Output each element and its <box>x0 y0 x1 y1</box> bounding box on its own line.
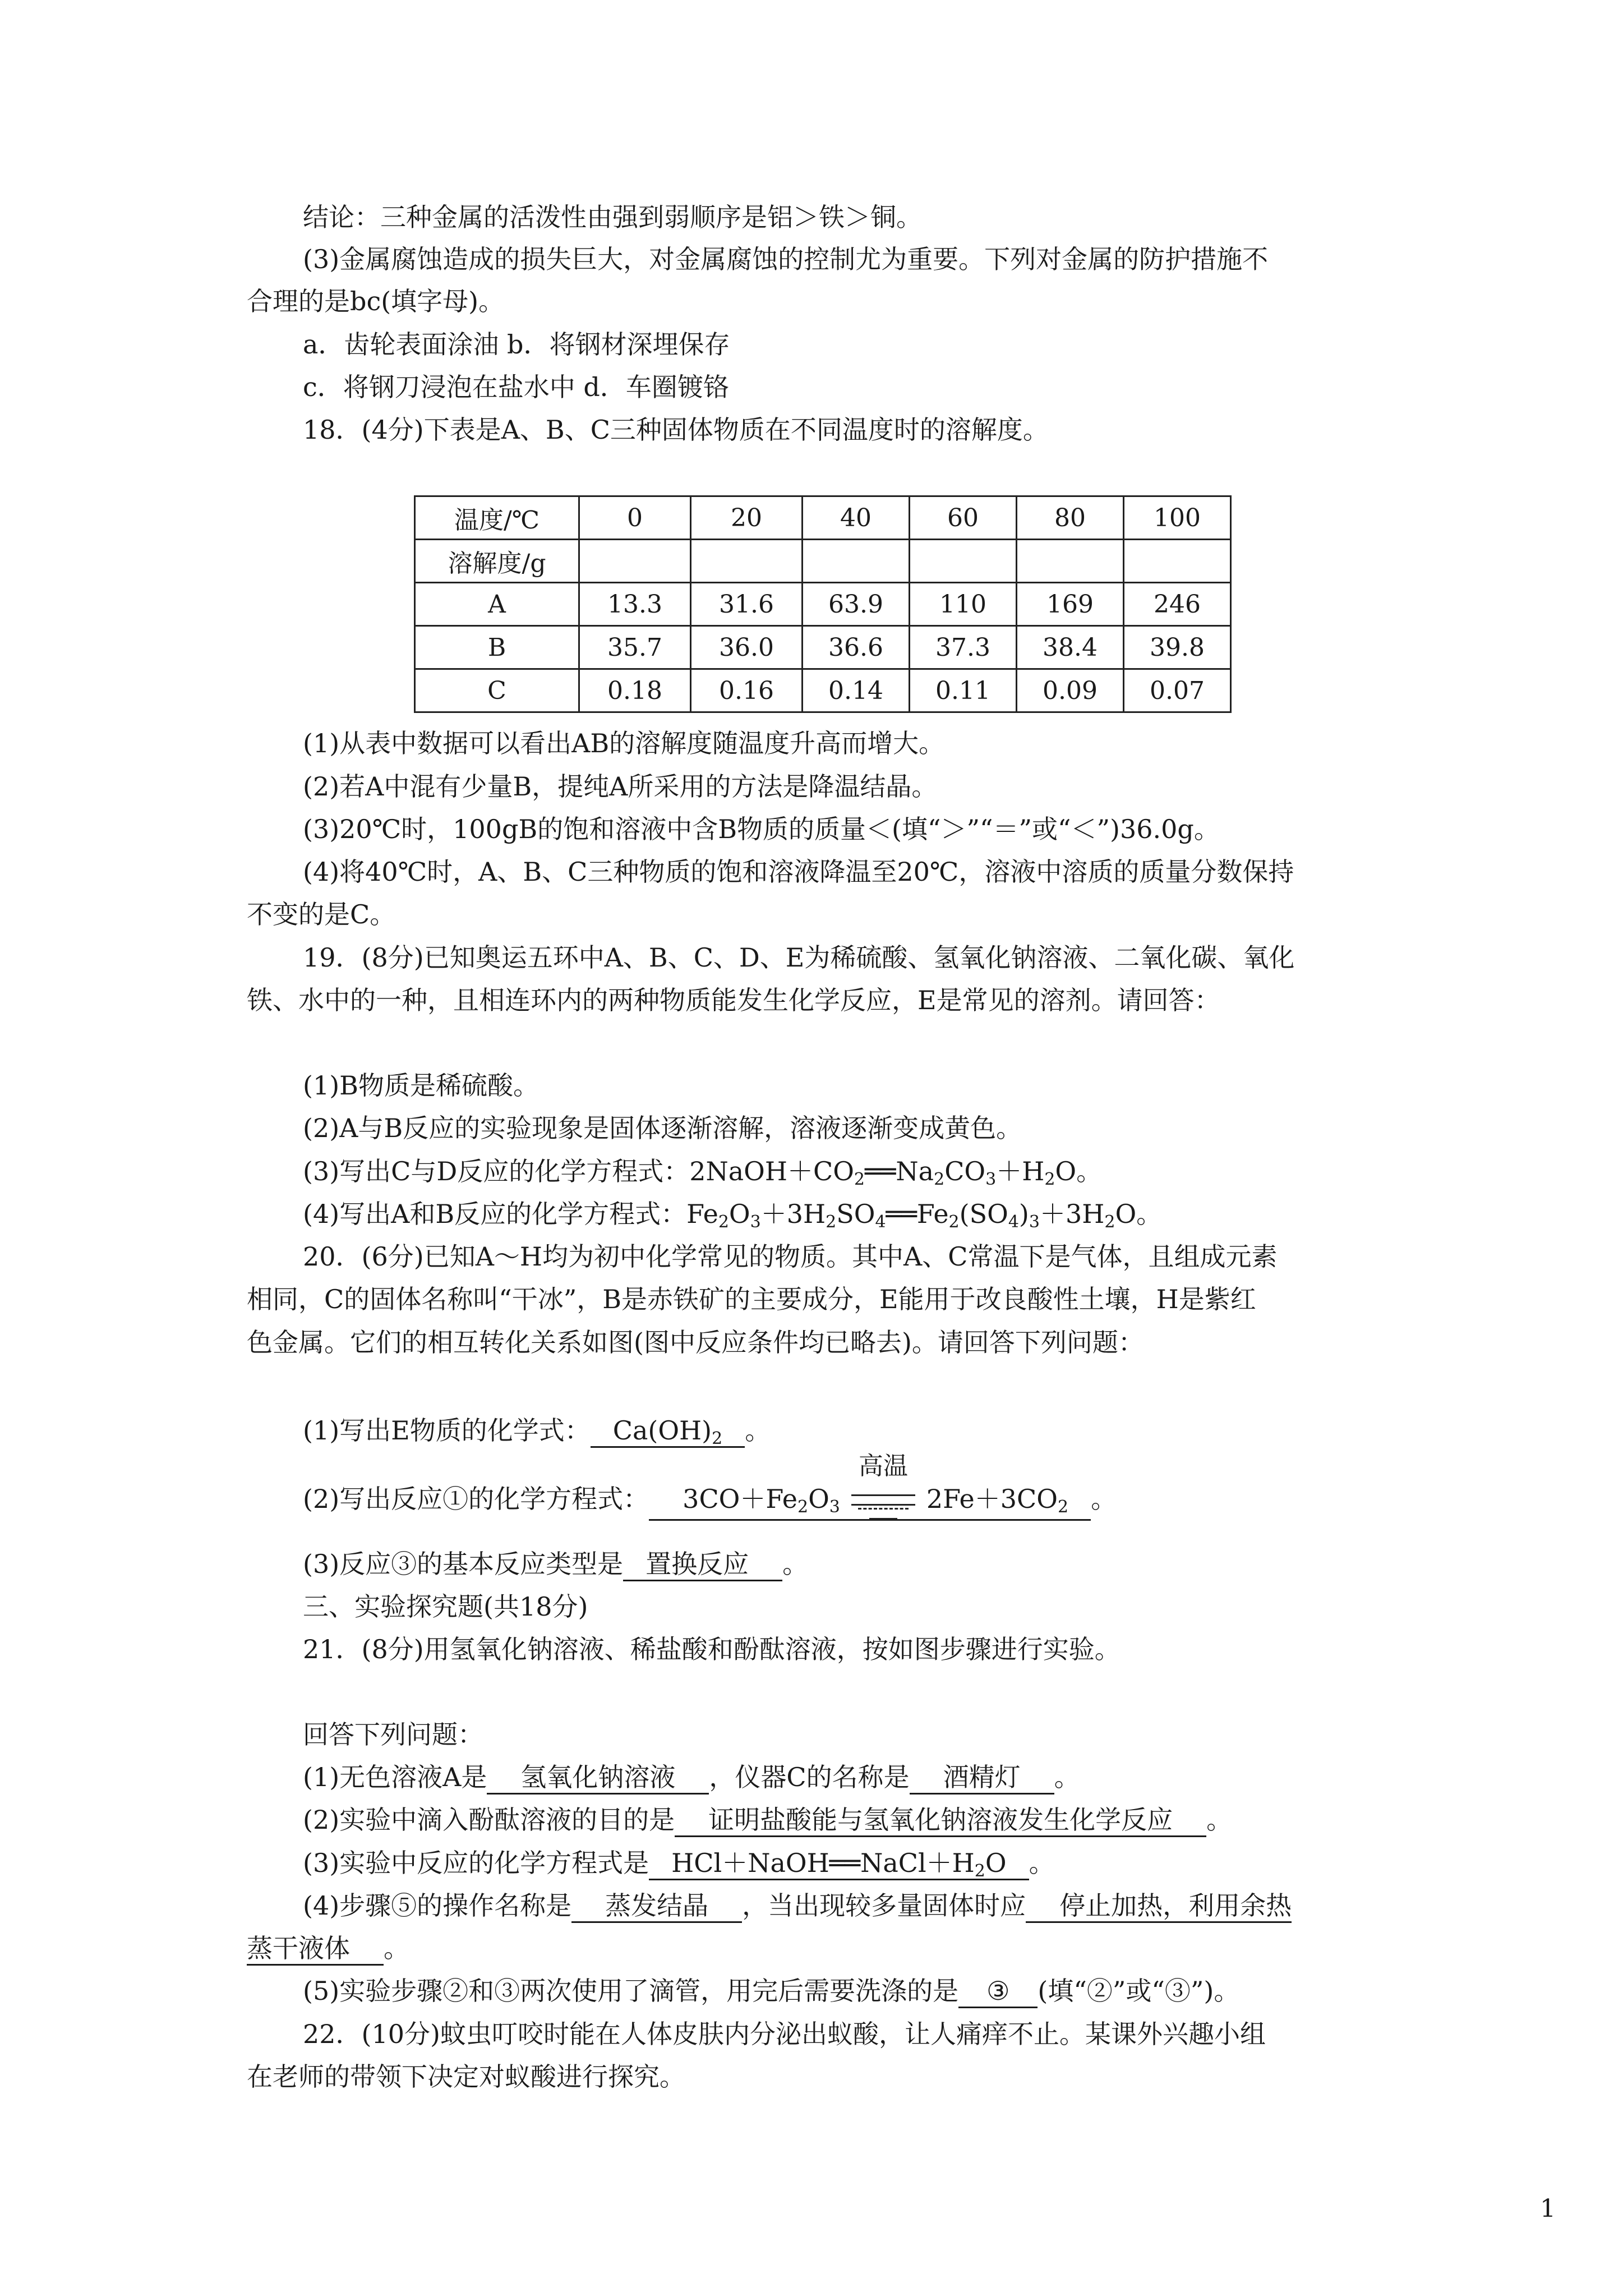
answer-line: (2)实验中滴入酚酞溶液的目的是 证明盐酸能与氢氧化钠溶液发生化学反应 。 <box>303 1802 1232 1838</box>
question-20: 20．(6分)已知A～H均为初中化学常见的物质。其中A、C常温下是气体，且组成元素 <box>303 1241 1278 1272</box>
text-line: 不变的是C。 <box>247 899 396 930</box>
section-heading: 三、实验探究题(共18分) <box>303 1591 588 1622</box>
answer-blank: 蒸干液体 <box>247 1932 384 1966</box>
text-line: (2)若A中混有少量B，提纯A所采用的方法是降温结晶。 <box>303 771 938 802</box>
table-cell <box>1124 540 1231 583</box>
table-cell <box>691 540 803 583</box>
question-21: 21．(8分)用氢氧化钠溶液、稀盐酸和酚酞溶液，按如图步骤进行实验。 <box>303 1634 1121 1664</box>
table-cell: 37.3 <box>910 626 1017 669</box>
answer-line: (1)写出E物质的化学式： $Ca(OH)_2$ 。 <box>303 1415 771 1448</box>
table-cell: 0.16 <box>691 669 803 712</box>
answer-blank: $3CO+Fe_2O_3$ 高温 $2Fe+3CO_2$ <box>649 1483 1091 1521</box>
table-cell: 60 <box>910 496 1017 540</box>
table-cell: 0.14 <box>803 669 910 712</box>
text-line: 合理的是bc(填字母)。 <box>247 286 505 316</box>
text-line: 结论：三种金属的活泼性由强到弱顺序是铝＞铁＞铜。 <box>303 202 922 232</box>
table-cell: 35.7 <box>579 626 691 669</box>
answer-line: 蒸干液体 。 <box>247 1930 409 1966</box>
table-cell: 0.18 <box>579 669 691 712</box>
table-cell: 溶解度/g <box>415 540 579 583</box>
text-line: 色金属。它们的相互转化关系如图(图中反应条件均已略去)。请回答下列问题： <box>247 1327 1144 1358</box>
text-line: (1)B物质是稀硫酸。 <box>303 1070 539 1101</box>
table-cell: 39.8 <box>1124 626 1231 669</box>
text-line: (3)20℃时，100gB的饱和溶液中含B物质的质量＜(填“＞”“＝”或“＜”)36.0g。 <box>303 814 1220 844</box>
text-line: a．齿轮表面涂油 b．将钢材深埋保存 <box>303 329 730 360</box>
text-line: c．将钢刀浸泡在盐水中 d．车圈镀铬 <box>303 372 729 402</box>
page-number: 1 <box>1540 2194 1556 2223</box>
table-row <box>415 540 1231 583</box>
equation-line: (3)写出C与D反应的化学方程式：$2NaOH+CO_2══Na_2CO_3+H_2O$。 <box>303 1156 1103 1189</box>
table-cell: 36.0 <box>691 626 803 669</box>
answer-line: (4)步骤⑤的操作名称是 蒸发结晶 ，当出现较多量固体时应 停止加热，利用余热 <box>303 1888 1292 1924</box>
table-cell: 20 <box>691 496 803 540</box>
table-cell: 0 <box>579 496 691 540</box>
table-cell: 0.07 <box>1124 669 1231 712</box>
table-cell <box>910 540 1017 583</box>
table-cell: 38.4 <box>1017 626 1124 669</box>
table-cell: 温度/℃ <box>415 496 579 540</box>
answer-blank: 置换反应 <box>623 1548 782 1581</box>
table-cell: 246 <box>1124 583 1231 626</box>
table-cell: 36.6 <box>803 626 910 669</box>
table-cell: 13.3 <box>579 583 691 626</box>
table-cell: B <box>415 626 579 669</box>
text-line: (4)将40℃时，A、B、C三种物质的饱和溶液降温至20℃，溶液中溶质的质量分数保持 <box>303 857 1294 887</box>
answer-blank: $Ca(OH)_2$ <box>591 1415 745 1448</box>
table-cell: 0.11 <box>910 669 1017 712</box>
table-cell: C <box>415 669 579 712</box>
table-row <box>415 583 1231 626</box>
answer-blank: 氢氧化钠溶液 <box>487 1761 709 1795</box>
table-cell: 110 <box>910 583 1017 626</box>
answer-blank: $HCl+NaOH══NaCl+H_2O$ <box>649 1847 1029 1880</box>
answer-blank: 证明盐酸能与氢氧化钠溶液发生化学反应 <box>675 1804 1206 1837</box>
answer-blank: 停止加热，利用余热 <box>1026 1890 1292 1923</box>
text-line: (1)从表中数据可以看出AB的溶解度随温度升高而增大。 <box>303 728 945 758</box>
answer-blank: 酒精灯 <box>910 1761 1054 1795</box>
answer-line: (3)反应③的基本反应类型是 置换反应 。 <box>303 1546 808 1582</box>
equation-line: (4)写出A和B反应的化学方程式：$Fe_2O_3+3H_2SO_4══Fe_2(SO_4)_3+3H_2O$。 <box>303 1199 1163 1232</box>
answer-line: (1)无色溶液A是 氢氧化钠溶液 ，仪器C的名称是 酒精灯 。 <box>303 1759 1080 1795</box>
table-cell: A <box>415 583 579 626</box>
table-cell <box>1017 540 1124 583</box>
reaction-condition: 高温 <box>847 1483 920 1519</box>
solubility-table <box>414 495 1232 713</box>
text-line: (2)A与B反应的实验现象是固体逐渐溶解，溶液逐渐变成黄色。 <box>303 1113 1022 1143</box>
table-cell: 40 <box>803 496 910 540</box>
question-22: 22．(10分)蚊虫叮咬时能在人体皮肤内分泌出蚁酸，让人痛痒不止。某课外兴趣小组 <box>303 2019 1266 2049</box>
table-cell: 100 <box>1124 496 1231 540</box>
question-19: 19．(8分)已知奥运五环中A、B、C、D、E为稀硫酸、氢氧化钠溶液、二氧化碳、氧化 <box>303 942 1295 973</box>
text-line: 在老师的带领下决定对蚁酸进行探究。 <box>247 2062 685 2092</box>
table-cell: 31.6 <box>691 583 803 626</box>
answer-line: (3)实验中反应的化学方程式是 $HCl+NaOH══NaCl+H_2O$ 。 <box>303 1848 1055 1881</box>
answer-blank: 蒸发结晶 <box>571 1890 742 1923</box>
question-18: 18．(4分)下表是A、B、C三种固体物质在不同温度时的溶解度。 <box>303 415 1049 445</box>
table-cell <box>579 540 691 583</box>
answer-line: (5)实验步骤②和③两次使用了滴管，用完后需要洗涤的是 ③ (填“②”或“③”)。 <box>303 1973 1239 2009</box>
table-row <box>415 669 1231 712</box>
table-cell <box>803 540 910 583</box>
answer-line: (2)写出反应①的化学方程式： $3CO+Fe_2O_3$ 高温 $2Fe+3CO_2$ 。 <box>303 1481 1117 1521</box>
table-cell: 63.9 <box>803 583 910 626</box>
table-row <box>415 626 1231 669</box>
text-line: 相同，C的固体名称叫“干冰”，B是赤铁矿的主要成分，E能用于改良酸性土壤，H是紫红 <box>247 1284 1256 1314</box>
text-line: (3)金属腐蚀造成的损失巨大，对金属腐蚀的控制尤为重要。下列对金属的防护措施不 <box>303 244 1269 274</box>
text-line: 回答下列问题： <box>303 1719 483 1750</box>
answer-blank: ③ <box>958 1975 1038 2008</box>
table-cell: 80 <box>1017 496 1124 540</box>
table-row <box>415 496 1231 540</box>
table-cell: 0.09 <box>1017 669 1124 712</box>
table-cell: 169 <box>1017 583 1124 626</box>
text-line: 铁、水中的一种，且相连环内的两种物质能发生化学反应，E是常见的溶剂。请回答： <box>247 985 1220 1015</box>
